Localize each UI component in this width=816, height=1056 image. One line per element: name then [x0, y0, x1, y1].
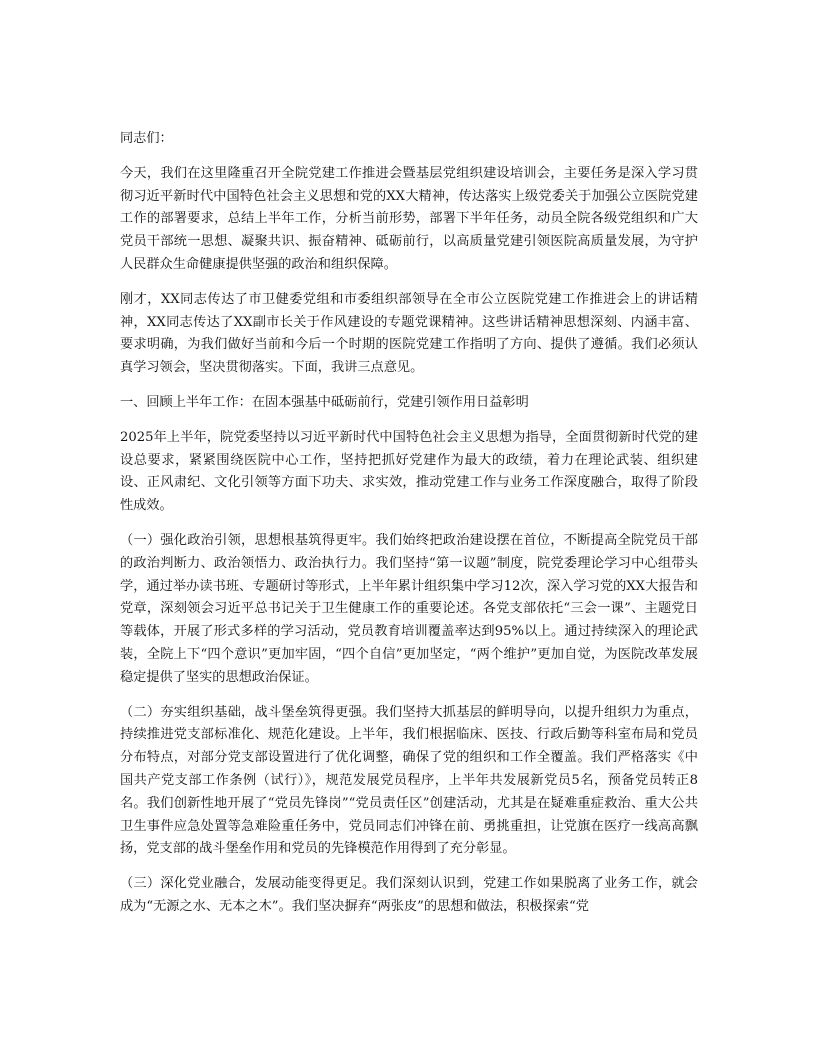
paragraph-organization-base: （二）夯实组织基础，战斗堡垒筑得更强。我们坚持大抓基层的鲜明导向，以提升组织力为重点，持续推进党支部标准化、规范化建设。上半年，我们根据临床、医技、行政后勤等科室布局和党员分布特点，对部分党支部设置进行了优化调整，确保了党的组织和工作全覆盖。我们严格落实《中国共产党支部工作条例（试行）》，规范发展党员程序，上半年共发展新党员5名，预备党员转正8名。我们创新性地开展了“党员先锋岗”“党员责任区”创建活动，尤其是在疑难重症救治、重大公共卫生事件应急处置等急难险重任务中，党员同志们冲锋在前、勇挑重担，让党旗在医疗一线高高飘扬，党支部的战斗堡垒作用和党员的先锋模范作用得到了充分彰显。: [120, 704, 698, 857]
paragraph-integration: （三）深化党业融合，发展动能变得更足。我们深刻认识到，党建工作如果脱离了业务工作，就会成为“无源之水、无本之木”。我们坚决摒弃“两张皮”的思想和做法，积极探索“党: [120, 876, 698, 914]
salutation: 同志们：: [120, 131, 173, 146]
paragraph-briefing: 刚才，XX同志传达了市卫健委党组和市委组织部领导在全市公立医院党建工作推进会上的讲话精神，XX同志传达了XX副市长关于作风建设的专题党课精神。这些讲话精神思想深刻、内涵丰富、要求明确，为我们做好当前和今后一个时期的医院党建工作指明了方向、提供了遵循。我们必须认真学习领会，坚决贯彻落实。下面，我讲三点意见。: [120, 291, 698, 376]
paragraph-opening: 今天，我们在这里隆重召开全院党建工作推进会暨基层党组织建设培训会，主要任务是深入学习贯彻习近平新时代中国特色社会主义思想和党的XX大精神，传达落实上级党委关于加强公立医院党建工作的部署要求，总结上半年工作，分析当前形势，部署下半年任务，动员全院各级党组织和广大党员干部统一思想、凝聚共识、振奋精神、砥砺前行，以高质量党建引领医院高质量发展，为守护人民群众生命健康提供坚强的政治和组织保障。: [120, 165, 698, 272]
document-page: [120, 118, 698, 931]
paragraph-political-guidance: （一）强化政治引领，思想根基筑得更牢。我们始终把政治建设摆在首位，不断提高全院党员干部的政治判断力、政治领悟力、政治执行力。我们坚持“第一议题”制度，院党委理论学习中心组带头学，通过举办读书班、专题研讨等形式，上半年累计组织集中学习12次，深入学习党的XX大报告和党章，深刻领会习近平总书记关于卫生健康工作的重要论述。各党支部依托“三会一课”、主题党日等载体，开展了形式多样的学习活动，党员教育培训覆盖率达到95%以上。通过持续深入的理论武装，全院上下“四个意识”更加牢固，“四个自信”更加坚定，“两个维护”更加自觉，为医院改革发展稳定提供了坚实的思想政治保证。: [120, 532, 698, 685]
section-heading-review: 一、回顾上半年工作：在固本强基中砥砺前行，党建引领作用日益彰明: [120, 394, 529, 410]
paragraph-review-summary: 2025年上半年，院党委坚持以习近平新时代中国特色社会主义思想为指导，全面贯彻新时代党的建设总要求，紧紧围绕医院中心工作，坚持把抓好党建作为最大的政绩，着力在理论武装、组织建设、正风肃纪、文化引领等方面下功夫、求实效，推动党建工作与业务工作深度融合，取得了阶段性成效。: [120, 429, 698, 514]
